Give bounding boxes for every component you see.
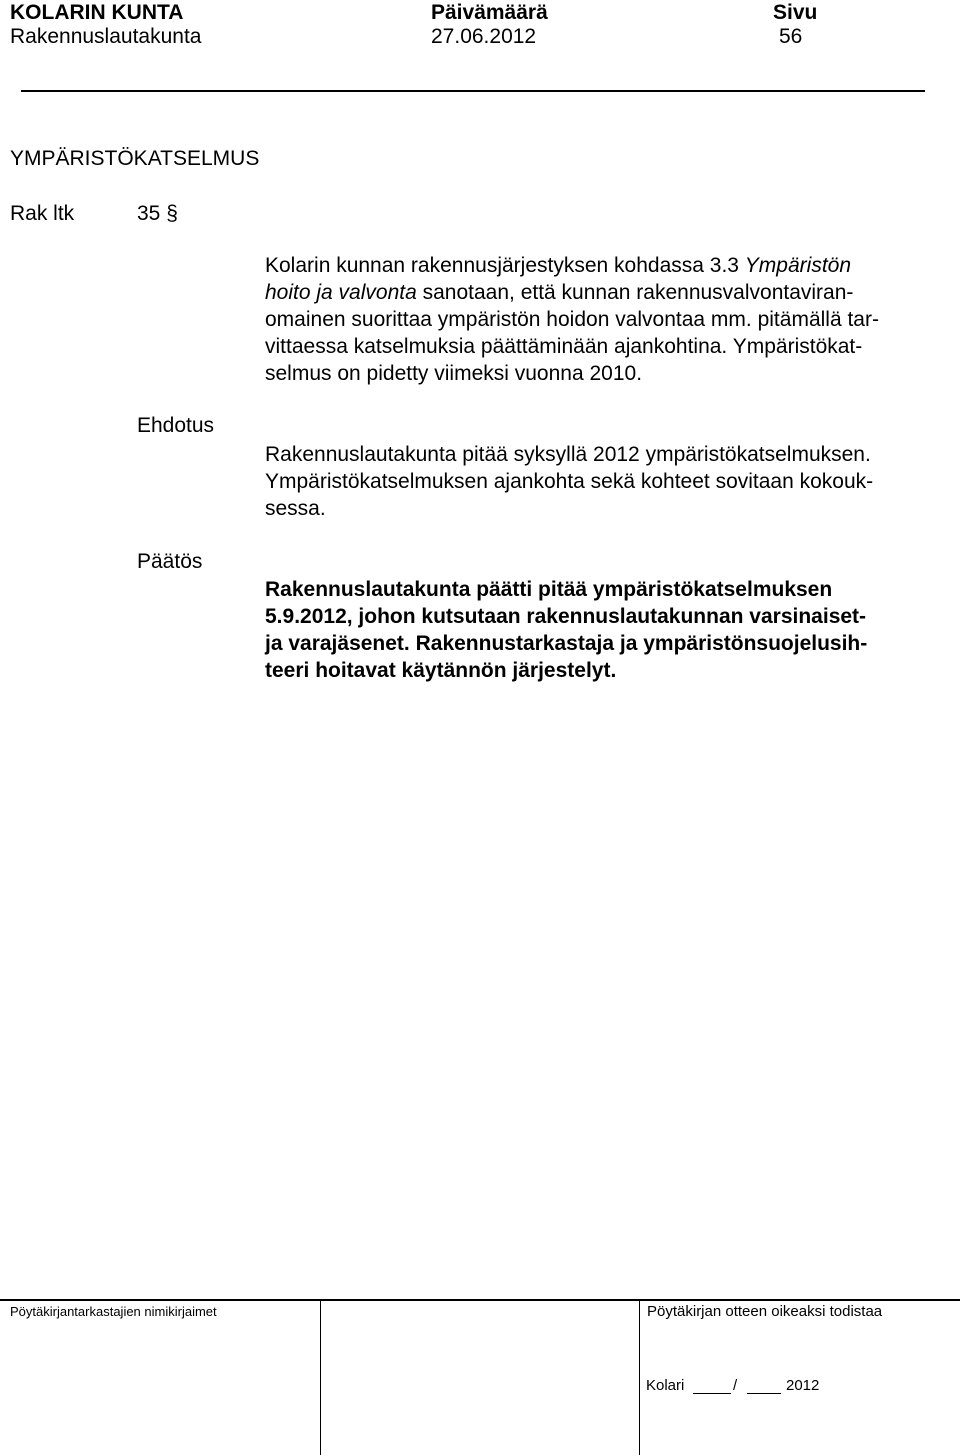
footer-month-blank (747, 1393, 781, 1394)
decision-line-3: ja varajäsenet. Rakennustarkastaja ja ympäristönsuojelusih- (265, 632, 868, 655)
page-label: Sivu (773, 1, 818, 24)
intro-line-2 (265, 279, 879, 306)
intro-line-1-text: Kolarin kunnan rakennusjärjestyksen kohdassa 3.3 (265, 254, 745, 277)
decision-line-1: Rakennuslautakunta päätti pitää ympäristökatselmuksen (265, 578, 833, 601)
decision-line-4: teeri hoitavat käytännön järjestelyt. (265, 659, 617, 682)
intro-line-1-italic: Ympäristön (744, 254, 852, 277)
proposal-line-3: sessa. (265, 497, 326, 520)
date-value: 27.06.2012 (431, 25, 537, 48)
section-ref-label: Rak ltk (10, 202, 75, 225)
footer-certify-label: Pöytäkirjan otteen oikeaksi todistaa (647, 1303, 883, 1320)
footer-day-blank (693, 1393, 731, 1394)
decision-paragraph (265, 576, 867, 684)
proposal-line-2: Ympäristökatselmuksen ajankohta sekä kohteet sovitaan kokouk- (265, 470, 874, 493)
decision-line-2: 5.9.2012, johon kutsutaan rakennuslautakunnan varsinaiset- (265, 605, 867, 628)
proposal-paragraph (265, 441, 873, 522)
header-rule (21, 90, 925, 92)
date-label: Päivämäärä (431, 1, 548, 24)
page-number: 56 (779, 25, 803, 48)
footer-initials-label: Pöytäkirjantarkastajien nimikirjaimet (10, 1304, 217, 1319)
intro-line-2-text: sanotaan, että kunnan rakennusvalvontaviran- (416, 281, 854, 304)
intro-line-2-italic: hoito ja valvonta (265, 281, 417, 304)
footer-divider-right (639, 1299, 640, 1455)
proposal-label: Ehdotus (137, 414, 215, 437)
section-number: 35 § (137, 202, 178, 225)
org-name: KOLARIN KUNTA (10, 1, 184, 24)
proposal-line-1: Rakennuslautakunta pitää syksyllä 2012 ympäristökatselmuksen. (265, 443, 871, 466)
footer-divider-left (320, 1299, 321, 1455)
intro-line-4: vittaessa katselmuksia päättäminään ajankohtina. Ympäristökat- (265, 335, 863, 358)
board-name: Rakennuslautakunta (10, 25, 202, 48)
footer-year: 2012 (786, 1377, 820, 1394)
footer-rule (0, 1299, 960, 1301)
intro-line-1 (265, 252, 879, 279)
decision-label: Päätös (137, 550, 203, 573)
intro-line-5: selmus on pidetty viimeksi vuonna 2010. (265, 362, 643, 385)
section-title: YMPÄRISTÖKATSELMUS (10, 147, 260, 170)
intro-paragraph (265, 252, 879, 387)
intro-line-3: omainen suorittaa ympäristön hoidon valvontaa mm. pitämällä tar- (265, 308, 879, 331)
footer-slash: / (733, 1377, 738, 1394)
footer-place: Kolari (646, 1377, 685, 1394)
